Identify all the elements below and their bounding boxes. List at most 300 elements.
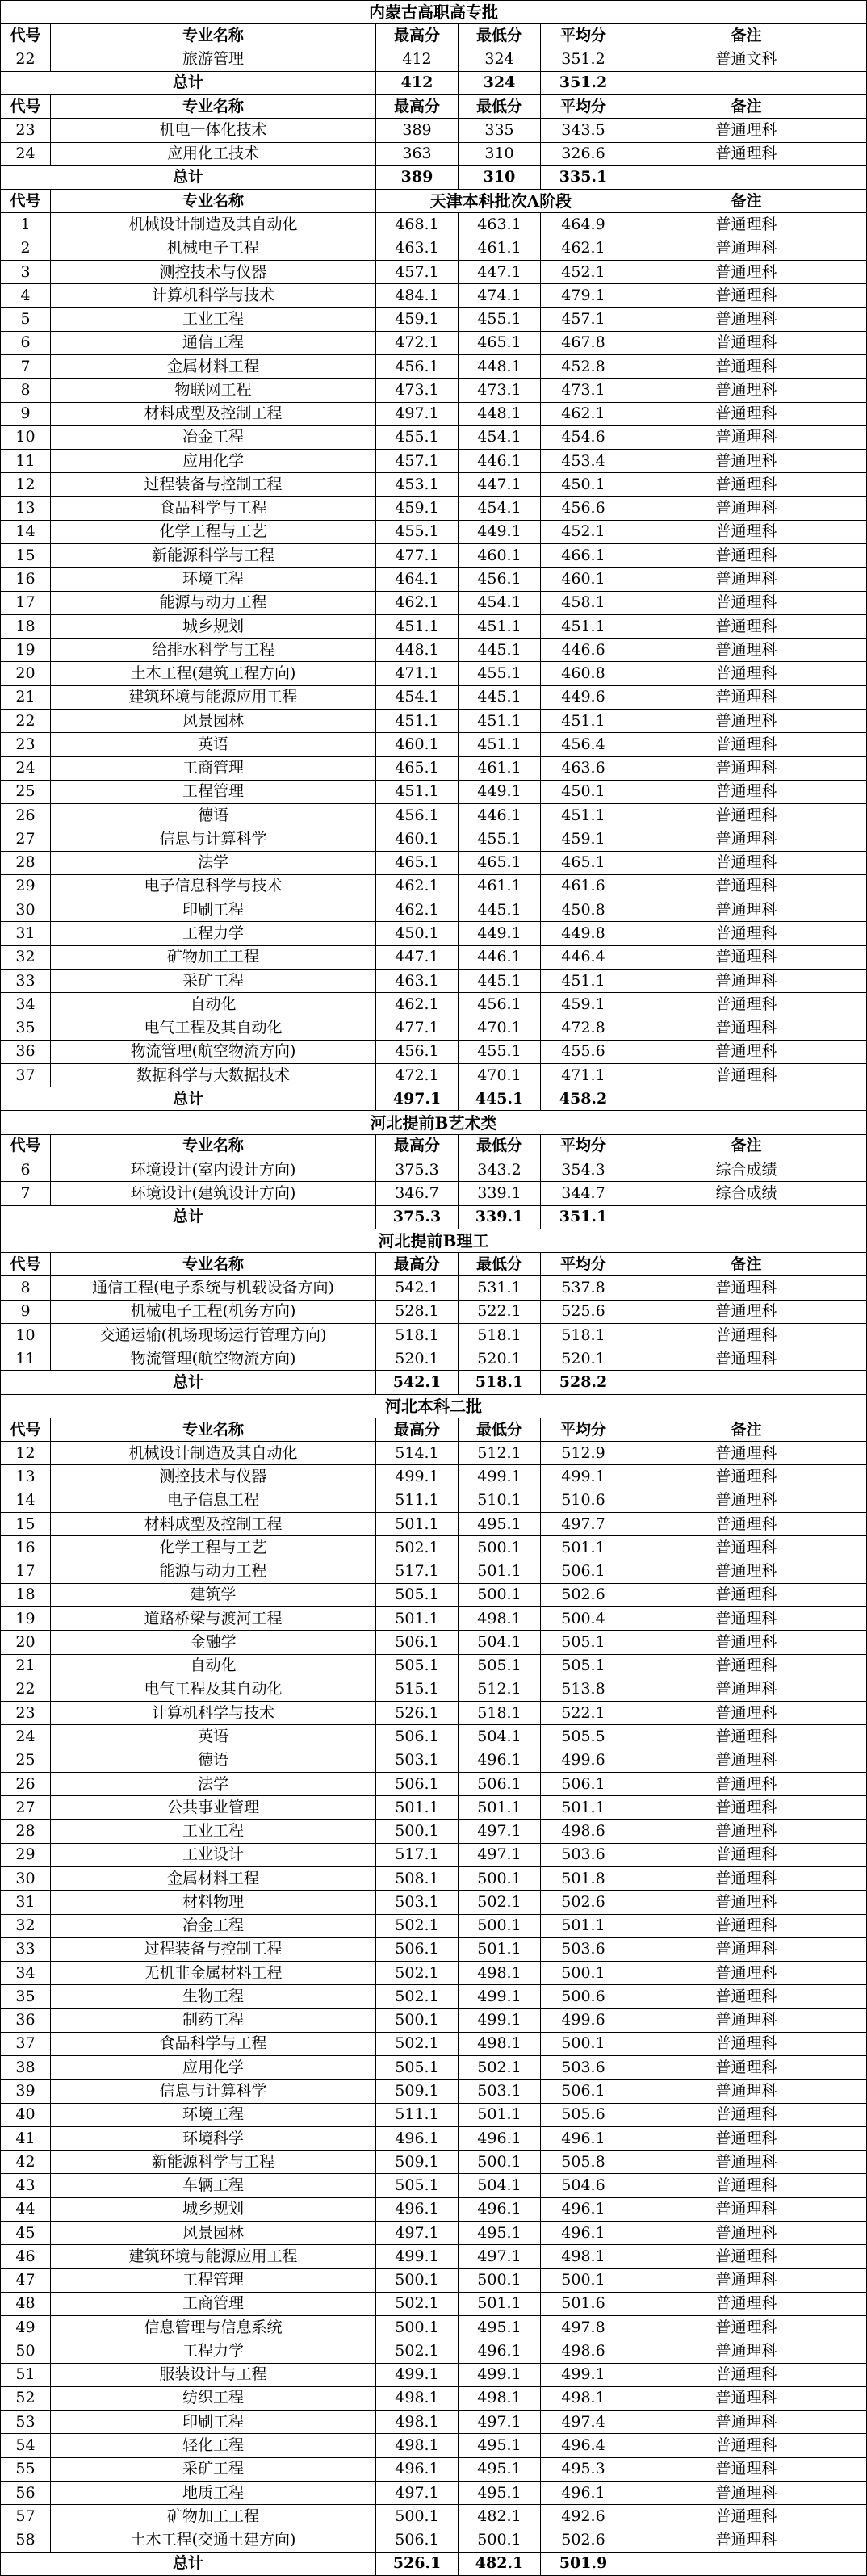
total-max: 389 (376, 166, 459, 189)
table-row (0, 2482, 867, 2505)
cell-min: 496.1 (459, 2339, 541, 2362)
cell-max: 459.1 (376, 308, 459, 330)
cell-min: 500.1 (459, 1584, 541, 1606)
cell-max: 502.1 (376, 2339, 459, 2362)
cell-major: 环境设计(建筑设计方向) (51, 1182, 376, 1204)
cell-note: 普通理科 (626, 1915, 867, 1937)
table-row (0, 1276, 867, 1300)
cell-max: 389 (376, 119, 459, 141)
table-row (0, 946, 867, 970)
table-row (0, 1182, 867, 1205)
table-row (0, 592, 867, 615)
table-row (0, 1607, 867, 1631)
cell-max: 506.1 (376, 2528, 459, 2551)
cell-min: 447.1 (459, 261, 541, 283)
cell-code: 48 (0, 2293, 51, 2315)
cell-note: 普通理科 (626, 2387, 867, 2410)
cell-code: 49 (0, 2316, 51, 2339)
total-min: 310 (459, 166, 541, 189)
cell-min: 451.1 (459, 615, 541, 638)
cell-code: 22 (0, 710, 51, 732)
table-row (0, 2269, 867, 2293)
cell-avg: 512.9 (541, 1442, 626, 1464)
cell-code: 17 (0, 1560, 51, 1583)
cell-code: 26 (0, 1773, 51, 1795)
cell-avg: 502.6 (541, 1584, 626, 1606)
cell-avg: 450.8 (541, 898, 626, 921)
cell-code: 45 (0, 2222, 51, 2244)
cell-major: 通信工程(电子系统与机载设备方向) (51, 1276, 376, 1299)
cell-code: 27 (0, 827, 51, 850)
cell-major: 机械设计制造及其自动化 (51, 1442, 376, 1464)
cell-avg: 492.6 (541, 2505, 626, 2528)
cell-major: 制药工程 (51, 2009, 376, 2032)
cell-max: 502.1 (376, 1915, 459, 1937)
table-row (0, 2364, 867, 2387)
cell-max: 471.1 (376, 662, 459, 685)
cell-max: 477.1 (376, 1016, 459, 1039)
table-row (0, 804, 867, 827)
cell-max: 514.1 (376, 1442, 459, 1464)
cell-code: 13 (0, 1465, 51, 1488)
cell-code: 21 (0, 686, 51, 709)
header-major: 专业名称 (51, 95, 376, 118)
cell-max: 505.1 (376, 1655, 459, 1678)
cell-code: 21 (0, 1655, 51, 1678)
cell-major: 英语 (51, 1725, 376, 1748)
table-row (0, 922, 867, 945)
total-avg: 351.2 (541, 72, 626, 94)
cell-code: 50 (0, 2339, 51, 2362)
total-avg: 528.2 (541, 1371, 626, 1393)
table-row (0, 1915, 867, 1938)
cell-min: 501.1 (459, 2293, 541, 2315)
header-avg: 平均分 (541, 95, 626, 118)
cell-note: 普通理科 (626, 379, 867, 401)
cell-note: 普通理科 (626, 2505, 867, 2528)
cell-min: 498.1 (459, 1607, 541, 1630)
cell-note: 普通理科 (626, 403, 867, 425)
cell-min: 518.1 (459, 1324, 541, 1347)
cell-max: 462.1 (376, 875, 459, 898)
table-row (0, 2245, 867, 2268)
cell-max: 503.1 (376, 1891, 459, 1913)
header-note: 备注 (626, 190, 867, 212)
table-row (0, 2411, 867, 2434)
cell-min: 465.1 (459, 852, 541, 874)
cell-major: 自动化 (51, 1655, 376, 1678)
cell-avg: 460.1 (541, 568, 626, 590)
cell-code: 58 (0, 2528, 51, 2551)
cell-max: 462.1 (376, 993, 459, 1016)
header-max: 最高分 (376, 95, 459, 118)
table-row (0, 1301, 867, 1324)
cell-major: 过程装备与控制工程 (51, 473, 376, 496)
cell-note: 普通文科 (626, 48, 867, 71)
cell-note: 普通理科 (626, 898, 867, 921)
cell-avg: 344.7 (541, 1182, 626, 1204)
table-row (0, 1584, 867, 1607)
cell-code: 8 (0, 379, 51, 401)
cell-min: 446.1 (459, 450, 541, 472)
table-row (0, 1465, 867, 1489)
cell-code: 15 (0, 1513, 51, 1535)
cell-major: 德语 (51, 804, 376, 827)
cell-major: 过程装备与控制工程 (51, 1938, 376, 1961)
cell-min: 501.1 (459, 2104, 541, 2126)
cell-max: 456.1 (376, 355, 459, 378)
table-row (0, 2198, 867, 2222)
table-row (0, 898, 867, 922)
table-row (0, 237, 867, 261)
cell-note: 普通理科 (626, 2033, 867, 2055)
cell-code: 33 (0, 970, 51, 992)
cell-max: 496.1 (376, 2198, 459, 2221)
header-major: 专业名称 (51, 190, 376, 212)
table-row (0, 261, 867, 284)
cell-major: 车辆工程 (51, 2174, 376, 2197)
cell-max: 511.1 (376, 2104, 459, 2126)
cell-note: 普通理科 (626, 1347, 867, 1370)
cell-max: 501.1 (376, 1796, 459, 1819)
cell-min: 505.1 (459, 1655, 541, 1678)
cell-avg: 461.6 (541, 875, 626, 898)
cell-min: 506.1 (459, 1773, 541, 1795)
cell-major: 新能源科学与工程 (51, 544, 376, 567)
cell-min: 500.1 (459, 2528, 541, 2551)
cell-min: 502.1 (459, 1891, 541, 1913)
cell-major: 材料成型及控制工程 (51, 403, 376, 425)
cell-avg: 465.1 (541, 852, 626, 874)
cell-major: 冶金工程 (51, 426, 376, 449)
cell-min: 455.1 (459, 662, 541, 685)
cell-note: 普通理科 (626, 1301, 867, 1323)
cell-major: 数据科学与大数据技术 (51, 1064, 376, 1087)
cell-code: 34 (0, 993, 51, 1016)
cell-max: 457.1 (376, 450, 459, 472)
cell-note: 普通理科 (626, 1442, 867, 1464)
cell-code: 7 (0, 1182, 51, 1204)
cell-max: 500.1 (376, 2505, 459, 2528)
section-title-text: 河北本科二批 (0, 1395, 867, 1418)
cell-min: 451.1 (459, 710, 541, 732)
cell-code: 27 (0, 1796, 51, 1819)
cell-max: 462.1 (376, 592, 459, 614)
cell-note: 普通理科 (626, 1513, 867, 1535)
section-title (0, 0, 867, 24)
cell-max: 497.1 (376, 403, 459, 425)
cell-note: 普通理科 (626, 970, 867, 992)
cell-max: 502.1 (376, 1962, 459, 1984)
table-row (0, 1867, 867, 1891)
cell-avg: 452.1 (541, 521, 626, 543)
cell-min: 447.1 (459, 473, 541, 496)
table-row (0, 1749, 867, 1773)
cell-min: 446.1 (459, 804, 541, 827)
cell-min: 473.1 (459, 379, 541, 401)
cell-max: 501.1 (376, 1607, 459, 1630)
cell-avg: 498.6 (541, 2339, 626, 2362)
table-row (0, 1536, 867, 1560)
table-row (0, 2434, 867, 2457)
cell-code: 5 (0, 308, 51, 330)
cell-max: 454.1 (376, 686, 459, 709)
cell-major: 材料物理 (51, 1891, 376, 1913)
total-note (626, 1206, 867, 1229)
cell-max: 520.1 (376, 1347, 459, 1370)
cell-major: 土木工程(建筑工程方向) (51, 662, 376, 685)
cell-note: 普通理科 (626, 1702, 867, 1724)
cell-min: 500.1 (459, 1915, 541, 1937)
cell-major: 法学 (51, 852, 376, 874)
cell-min: 495.1 (459, 1513, 541, 1535)
table-row (0, 544, 867, 568)
table-row (0, 757, 867, 781)
table-row (0, 1347, 867, 1371)
cell-code: 33 (0, 1938, 51, 1961)
cell-note: 普通理科 (626, 521, 867, 543)
cell-code: 31 (0, 1891, 51, 1913)
header-note: 备注 (626, 95, 867, 118)
cell-major: 工业工程 (51, 308, 376, 330)
table-row (0, 1678, 867, 1702)
cell-min: 446.1 (459, 946, 541, 969)
cell-avg: 500.1 (541, 2033, 626, 2055)
header-note: 备注 (626, 1418, 867, 1441)
cell-major: 环境工程 (51, 568, 376, 590)
cell-max: 363 (376, 143, 459, 165)
header-avg: 平均分 (541, 1135, 626, 1158)
cell-avg: 456.6 (541, 497, 626, 520)
cell-max: 502.1 (376, 1985, 459, 2008)
cell-note: 普通理科 (626, 592, 867, 614)
table-row (0, 970, 867, 993)
cell-max: 498.1 (376, 2411, 459, 2433)
cell-min: 445.1 (459, 898, 541, 921)
cell-max: 542.1 (376, 1276, 459, 1299)
cell-note: 普通理科 (626, 237, 867, 260)
cell-note: 普通理科 (626, 1465, 867, 1488)
cell-note: 普通理科 (626, 1276, 867, 1299)
cell-avg: 454.6 (541, 426, 626, 449)
cell-avg: 455.6 (541, 1041, 626, 1063)
cell-avg: 506.1 (541, 1773, 626, 1795)
total-avg: 501.9 (541, 2553, 626, 2575)
cell-min: 495.1 (459, 2316, 541, 2339)
cell-max: 506.1 (376, 1938, 459, 1961)
cell-major: 自动化 (51, 993, 376, 1016)
cell-code: 28 (0, 1820, 51, 1842)
cell-avg: 496.1 (541, 2482, 626, 2504)
table-row (0, 1016, 867, 1040)
cell-code: 30 (0, 1867, 51, 1890)
cell-min: 454.1 (459, 592, 541, 614)
cell-min: 497.1 (459, 1844, 541, 1866)
cell-note: 普通理科 (626, 568, 867, 590)
cell-min: 482.1 (459, 2505, 541, 2528)
cell-major: 机械电子工程(机务方向) (51, 1301, 376, 1323)
section-title (0, 1395, 867, 1418)
cell-min: 470.1 (459, 1064, 541, 1087)
total-row (0, 1087, 867, 1111)
cell-avg: 466.1 (541, 544, 626, 567)
cell-note: 普通理科 (626, 1064, 867, 1087)
cell-max: 500.1 (376, 2269, 459, 2292)
cell-code: 36 (0, 1041, 51, 1063)
cell-max: 465.1 (376, 852, 459, 874)
cell-max: 456.1 (376, 1041, 459, 1063)
cell-note: 普通理科 (626, 355, 867, 378)
cell-avg: 479.1 (541, 284, 626, 307)
cell-max: 477.1 (376, 544, 459, 567)
cell-major: 金融学 (51, 1631, 376, 1653)
cell-major: 物联网工程 (51, 379, 376, 401)
cell-note: 普通理科 (626, 2482, 867, 2504)
table-row (0, 1064, 867, 1087)
cell-code: 20 (0, 1631, 51, 1653)
cell-note: 普通理科 (626, 1631, 867, 1653)
total-label: 总计 (0, 1371, 376, 1393)
table-row (0, 48, 867, 72)
table-row (0, 1041, 867, 1064)
cell-max: 472.1 (376, 1064, 459, 1087)
cell-min: 465.1 (459, 332, 541, 354)
cell-min: 531.1 (459, 1276, 541, 1299)
cell-min: 495.1 (459, 2434, 541, 2457)
cell-code: 42 (0, 2151, 51, 2173)
cell-avg: 499.6 (541, 2009, 626, 2032)
cell-avg: 518.1 (541, 1324, 626, 1347)
cell-max: 500.1 (376, 2316, 459, 2339)
cell-note: 普通理科 (626, 1560, 867, 1583)
total-note (626, 2553, 867, 2575)
cell-max: 500.1 (376, 1820, 459, 1842)
cell-note: 普通理科 (626, 1796, 867, 1819)
cell-avg: 500.1 (541, 1962, 626, 1984)
cell-min: 445.1 (459, 639, 541, 661)
table-header-row (0, 95, 867, 119)
cell-min: 504.1 (459, 1725, 541, 1748)
cell-code: 24 (0, 757, 51, 780)
cell-major: 工程力学 (51, 922, 376, 945)
header-avg: 平均分 (541, 1253, 626, 1275)
cell-code: 46 (0, 2245, 51, 2268)
table-row (0, 875, 867, 898)
cell-major: 工程力学 (51, 2339, 376, 2362)
table-header-row (0, 24, 867, 48)
cell-avg: 495.3 (541, 2458, 626, 2481)
cell-max: 457.1 (376, 261, 459, 283)
cell-note: 普通理科 (626, 261, 867, 283)
cell-note: 综合成绩 (626, 1158, 867, 1181)
cell-min: 474.1 (459, 284, 541, 307)
cell-note: 普通理科 (626, 1536, 867, 1559)
table-row (0, 1773, 867, 1796)
total-note (626, 1087, 867, 1110)
cell-note: 普通理科 (626, 1489, 867, 1512)
cell-min: 501.1 (459, 1938, 541, 1961)
cell-note: 普通理科 (626, 1985, 867, 2008)
cell-min: 445.1 (459, 970, 541, 992)
section-title-text: 内蒙古高职高专批 (0, 1, 867, 23)
cell-note: 普通理科 (626, 993, 867, 1016)
cell-min: 504.1 (459, 1631, 541, 1653)
cell-avg: 446.6 (541, 639, 626, 661)
table-row (0, 2316, 867, 2339)
cell-major: 纺织工程 (51, 2387, 376, 2410)
cell-code: 40 (0, 2104, 51, 2126)
cell-major: 应用化工技术 (51, 143, 376, 165)
cell-major: 采矿工程 (51, 2458, 376, 2481)
cell-major: 测控技术与仪器 (51, 1465, 376, 1488)
cell-major: 电子信息工程 (51, 1489, 376, 1512)
header-min: 最低分 (459, 95, 541, 118)
cell-avg: 453.4 (541, 450, 626, 472)
cell-min: 445.1 (459, 686, 541, 709)
cell-note: 普通理科 (626, 450, 867, 472)
cell-note: 普通理科 (626, 1962, 867, 1984)
cell-note: 普通理科 (626, 1891, 867, 1913)
cell-major: 城乡规划 (51, 2198, 376, 2221)
cell-min: 499.1 (459, 1985, 541, 2008)
cell-avg: 498.1 (541, 2245, 626, 2268)
cell-note: 普通理科 (626, 615, 867, 638)
header-max: 最高分 (376, 1135, 459, 1158)
cell-code: 6 (0, 332, 51, 354)
cell-avg: 501.6 (541, 2293, 626, 2315)
cell-code: 36 (0, 2009, 51, 2032)
cell-min: 503.1 (459, 2080, 541, 2102)
cell-max: 500.1 (376, 2009, 459, 2032)
cell-code: 44 (0, 2198, 51, 2221)
cell-major: 电气工程及其自动化 (51, 1678, 376, 1701)
table-row (0, 1844, 867, 1867)
header-max: 最高分 (376, 1253, 459, 1275)
cell-note: 普通理科 (626, 2009, 867, 2032)
cell-max: 451.1 (376, 615, 459, 638)
section-title-text: 河北提前B艺术类 (0, 1111, 867, 1133)
cell-note: 普通理科 (626, 922, 867, 945)
cell-major: 无机非金属材料工程 (51, 1962, 376, 1984)
cell-min: 449.1 (459, 922, 541, 945)
cell-avg: 497.7 (541, 1513, 626, 1535)
cell-note: 普通理科 (626, 875, 867, 898)
cell-max: 375.3 (376, 1158, 459, 1181)
cell-major: 金属材料工程 (51, 1867, 376, 1890)
cell-note: 普通理科 (626, 2528, 867, 2551)
cell-avg: 451.1 (541, 804, 626, 827)
cell-code: 9 (0, 1301, 51, 1323)
table-row (0, 568, 867, 591)
cell-code: 10 (0, 426, 51, 449)
total-row (0, 72, 867, 95)
cell-min: 455.1 (459, 827, 541, 850)
cell-code: 7 (0, 355, 51, 378)
table-row (0, 1938, 867, 1962)
cell-max: 509.1 (376, 2151, 459, 2173)
cell-max: 498.1 (376, 2434, 459, 2457)
table-row (0, 1513, 867, 1536)
cell-note: 普通理科 (626, 639, 867, 661)
cell-major: 物流管理(航空物流方向) (51, 1347, 376, 1370)
cell-avg: 450.1 (541, 781, 626, 803)
cell-code: 2 (0, 237, 51, 260)
cell-code: 31 (0, 922, 51, 945)
cell-min: 455.1 (459, 1041, 541, 1063)
cell-min: 512.1 (459, 1678, 541, 1701)
cell-max: 502.1 (376, 2033, 459, 2055)
cell-avg: 506.1 (541, 1560, 626, 1583)
